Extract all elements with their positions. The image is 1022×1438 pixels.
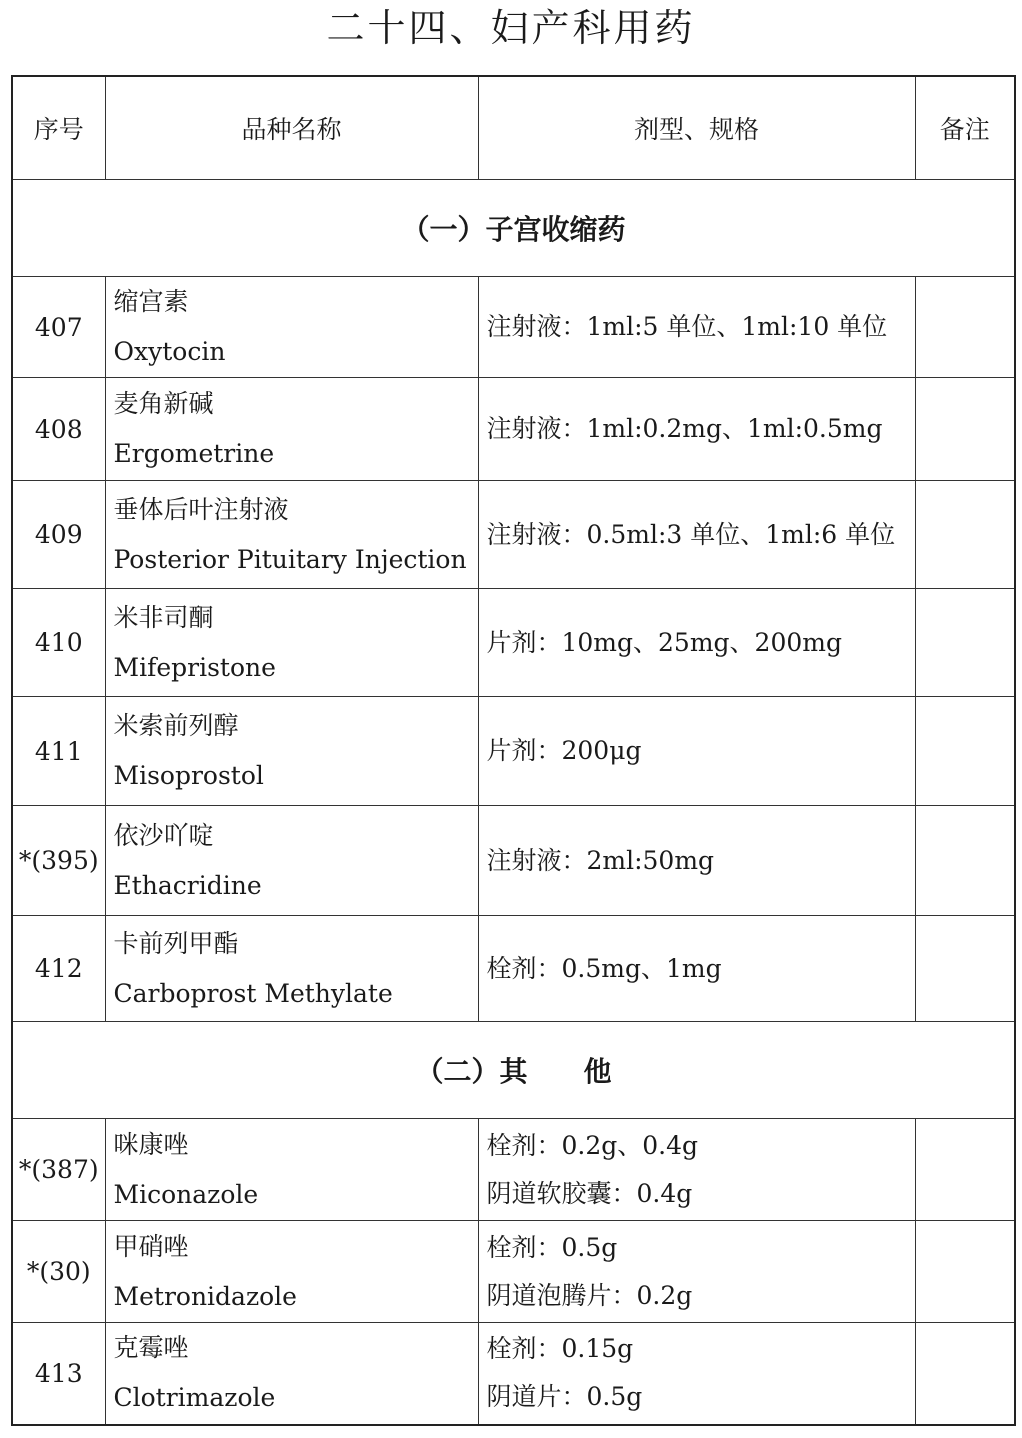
spec-cell bbox=[478, 378, 915, 481]
note-cell bbox=[915, 481, 1015, 589]
seq-cell: 408 bbox=[12, 378, 105, 481]
header-seq: 序号 bbox=[12, 76, 105, 180]
name-cell bbox=[105, 806, 478, 916]
spec-line: 栓剂：0.5g bbox=[486, 1232, 618, 1262]
name-cell bbox=[105, 1119, 478, 1221]
section-row bbox=[12, 1022, 1015, 1119]
spec-cell bbox=[478, 1323, 915, 1425]
header-spec: 剂型、规格 bbox=[478, 76, 915, 180]
spec-cell bbox=[478, 589, 915, 697]
name-cell bbox=[105, 277, 478, 378]
spec-line: 栓剂：0.15g bbox=[486, 1334, 634, 1364]
chinese-name: 甲硝唑 bbox=[113, 1231, 189, 1261]
header-row bbox=[12, 76, 1015, 180]
table-row bbox=[12, 1221, 1015, 1323]
note-cell bbox=[915, 697, 1015, 806]
table-row bbox=[12, 1119, 1015, 1221]
note-cell bbox=[915, 1221, 1015, 1323]
chinese-name: 咪康唑 bbox=[113, 1129, 189, 1159]
table-body bbox=[12, 180, 1015, 1425]
seq-cell: 412 bbox=[12, 916, 105, 1022]
spec-cell bbox=[478, 806, 915, 916]
table-row bbox=[12, 916, 1015, 1022]
spec-cell bbox=[478, 277, 915, 378]
table-row bbox=[12, 1323, 1015, 1425]
english-name: Ergometrine bbox=[113, 439, 275, 468]
note-cell bbox=[915, 277, 1015, 378]
name-cell bbox=[105, 1221, 478, 1323]
section-title: （一）子宫收缩药 bbox=[12, 180, 1015, 277]
name-cell bbox=[105, 481, 478, 589]
spec-cell bbox=[478, 697, 915, 806]
spec-cell bbox=[478, 1119, 915, 1221]
spec-line: 注射液：2ml:50mg bbox=[486, 845, 715, 875]
seq-cell: *(30) bbox=[12, 1221, 105, 1323]
table-row bbox=[12, 378, 1015, 481]
chinese-name: 依沙吖啶 bbox=[113, 820, 214, 850]
english-name: Ethacridine bbox=[113, 870, 262, 900]
spec-line: 注射液：1ml:0.2mg、1ml:0.5mg bbox=[486, 414, 883, 443]
note-cell bbox=[915, 916, 1015, 1022]
section-title: （二）其 他 bbox=[12, 1022, 1015, 1119]
note-cell bbox=[915, 589, 1015, 697]
table-row bbox=[12, 481, 1015, 589]
seq-cell: 411 bbox=[12, 697, 105, 806]
spec-cell bbox=[478, 481, 915, 589]
name-cell bbox=[105, 916, 478, 1022]
chinese-name: 缩宫素 bbox=[113, 287, 189, 316]
table-row bbox=[12, 806, 1015, 916]
english-name: Metronidazole bbox=[113, 1281, 297, 1311]
spec-cell bbox=[478, 1221, 915, 1323]
chinese-name: 克霉唑 bbox=[113, 1333, 189, 1363]
spec-line: 片剂：10mg、25mg、200mg bbox=[486, 627, 842, 657]
header-name: 品种名称 bbox=[105, 76, 478, 180]
english-name: Oxytocin bbox=[113, 337, 226, 366]
chinese-name: 麦角新碱 bbox=[113, 389, 214, 418]
chinese-name: 卡前列甲酯 bbox=[113, 928, 239, 958]
spec-line: 阴道泡腾片：0.2g bbox=[486, 1280, 693, 1310]
table-row bbox=[12, 697, 1015, 806]
english-name: Clotrimazole bbox=[113, 1383, 276, 1413]
seq-cell: 409 bbox=[12, 481, 105, 589]
spec-line: 栓剂：0.5mg、1mg bbox=[486, 953, 722, 983]
seq-cell: *(395) bbox=[12, 806, 105, 916]
spec-line: 阴道片：0.5g bbox=[486, 1382, 643, 1412]
spec-line: 栓剂：0.2g、0.4g bbox=[486, 1130, 699, 1160]
spec-line: 注射液：0.5ml:3 单位、1ml:6 单位 bbox=[486, 519, 896, 549]
seq-cell: *(387) bbox=[12, 1119, 105, 1221]
note-cell bbox=[915, 1323, 1015, 1425]
name-cell bbox=[105, 589, 478, 697]
page-title: 二十四、妇产科用药 bbox=[326, 6, 696, 50]
seq-cell: 407 bbox=[12, 277, 105, 378]
english-name: Posterior Pituitary Injection bbox=[113, 544, 467, 574]
header-note: 备注 bbox=[915, 76, 1015, 180]
english-name: Miconazole bbox=[113, 1179, 259, 1209]
seq-cell: 413 bbox=[12, 1323, 105, 1425]
english-name: Carboprost Methylate bbox=[113, 978, 393, 1008]
section-row bbox=[12, 180, 1015, 277]
english-name: Mifepristone bbox=[113, 652, 276, 682]
chinese-name: 米索前列醇 bbox=[113, 711, 239, 740]
spec-cell bbox=[478, 916, 915, 1022]
seq-cell: 410 bbox=[12, 589, 105, 697]
name-cell bbox=[105, 1323, 478, 1425]
drug-table bbox=[11, 75, 1016, 1426]
table-row bbox=[12, 277, 1015, 378]
name-cell bbox=[105, 697, 478, 806]
english-name: Misoprostol bbox=[113, 761, 264, 790]
spec-line: 片剂：200μg bbox=[486, 736, 642, 765]
note-cell bbox=[915, 378, 1015, 481]
chinese-name: 米非司酮 bbox=[113, 602, 214, 632]
table-row bbox=[12, 589, 1015, 697]
spec-line: 阴道软胶囊：0.4g bbox=[486, 1178, 693, 1208]
note-cell bbox=[915, 806, 1015, 916]
note-cell bbox=[915, 1119, 1015, 1221]
spec-line: 注射液：1ml:5 单位、1ml:10 单位 bbox=[486, 312, 888, 341]
name-cell bbox=[105, 378, 478, 481]
chinese-name: 垂体后叶注射液 bbox=[113, 494, 289, 524]
